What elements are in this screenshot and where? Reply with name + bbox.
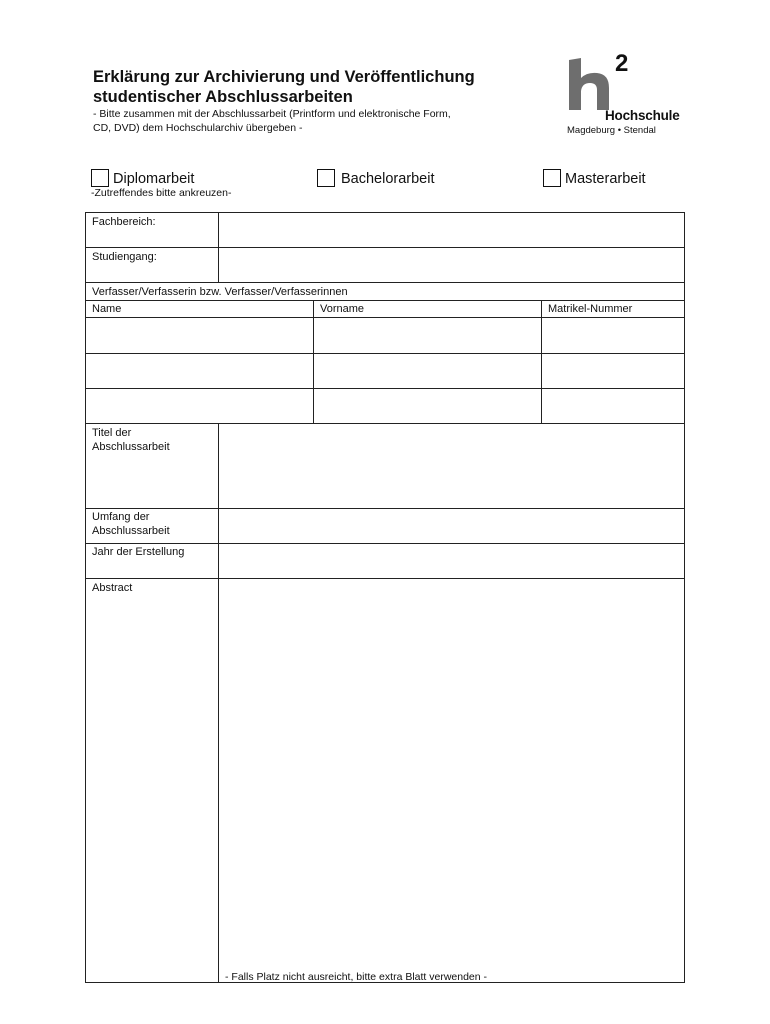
label-masterarbeit: Masterarbeit xyxy=(565,171,646,187)
label-bachelorarbeit: Bachelorarbeit xyxy=(341,171,435,187)
umfang-field[interactable] xyxy=(219,509,684,543)
subtitle-line-2: CD, DVD) dem Hochschularchiv übergeben - xyxy=(93,122,303,134)
titel-label-line-1: Titel der xyxy=(92,427,132,439)
option-diplomarbeit[interactable] xyxy=(91,165,194,187)
umfang-label xyxy=(86,509,218,538)
row-authors-header xyxy=(86,283,684,301)
vorname-field[interactable] xyxy=(314,318,542,353)
overflow-footnote: - Falls Platz nicht ausreicht, bitte extra Blatt verwenden - xyxy=(225,971,488,983)
row-titel xyxy=(86,424,684,509)
fachbereich-label-cell xyxy=(86,213,219,247)
table-row xyxy=(86,354,684,389)
row-studiengang xyxy=(86,248,684,283)
matrikel-field[interactable] xyxy=(542,389,684,423)
matrikel-field[interactable] xyxy=(542,318,684,353)
hochschule-logo xyxy=(565,50,680,140)
h-letter-icon xyxy=(565,52,645,112)
column-header-matrikel: Matrikel-Nummer xyxy=(548,303,633,315)
logo-name: Hochschule xyxy=(605,108,680,123)
name-field[interactable] xyxy=(86,389,314,423)
jahr-label: Jahr der Erstellung xyxy=(92,546,185,558)
table-row xyxy=(86,389,684,424)
fachbereich-label: Fachbereich: xyxy=(92,216,156,228)
vorname-field[interactable] xyxy=(314,389,542,423)
abstract-label-cell xyxy=(86,579,219,982)
logo-subline: Magdeburg • Stendal xyxy=(567,125,656,136)
checkbox-bachelorarbeit[interactable] xyxy=(317,169,335,187)
column-header-matrikel-cell xyxy=(542,301,684,317)
page-subtitle xyxy=(93,107,513,135)
title-line-1: Erklärung zur Archivierung und Veröffentlichung xyxy=(93,68,475,86)
matrikel-field[interactable] xyxy=(542,354,684,388)
abstract-label: Abstract xyxy=(92,582,133,594)
column-header-vorname: Vorname xyxy=(320,303,365,315)
table-row xyxy=(86,318,684,354)
studiengang-label-cell xyxy=(86,248,219,282)
row-abstract xyxy=(86,579,684,982)
fachbereich-field[interactable] xyxy=(219,213,684,247)
titel-label-line-2: Abschlussarbeit xyxy=(92,441,170,453)
name-field[interactable] xyxy=(86,318,314,353)
column-header-name: Name xyxy=(92,303,122,315)
column-header-vorname-cell xyxy=(314,301,542,317)
logo-superscript: 2 xyxy=(615,50,629,77)
option-bachelorarbeit[interactable] xyxy=(317,165,435,187)
jahr-label-cell xyxy=(86,544,219,578)
checkbox-hint: -Zutreffendes bitte ankreuzen- xyxy=(91,187,232,199)
umfang-label-line-2: Abschlussarbeit xyxy=(92,525,170,537)
page-title xyxy=(93,67,543,107)
abstract-field[interactable] xyxy=(219,579,684,982)
vorname-field[interactable] xyxy=(314,354,542,388)
studiengang-field[interactable] xyxy=(219,248,684,282)
studiengang-label: Studiengang: xyxy=(92,251,157,263)
titel-field[interactable] xyxy=(219,424,684,508)
row-fachbereich xyxy=(86,213,684,248)
row-column-headers xyxy=(86,301,684,318)
label-diplomarbeit: Diplomarbeit xyxy=(113,171,195,187)
column-header-name-cell xyxy=(86,301,314,317)
jahr-field[interactable] xyxy=(219,544,684,578)
umfang-label-cell xyxy=(86,509,219,543)
thesis-form xyxy=(85,212,685,983)
row-umfang xyxy=(86,509,684,544)
checkbox-masterarbeit[interactable] xyxy=(543,169,561,187)
name-field[interactable] xyxy=(86,354,314,388)
option-masterarbeit[interactable] xyxy=(543,165,646,187)
row-jahr xyxy=(86,544,684,579)
title-line-2: studentischer Abschlussarbeiten xyxy=(93,88,353,106)
subtitle-line-1: - Bitte zusammen mit der Abschlussarbeit (Printform und elektronische Form, xyxy=(93,108,451,120)
umfang-label-line-1: Umfang der xyxy=(92,511,150,523)
checkbox-diplomarbeit[interactable] xyxy=(91,169,109,187)
titel-label xyxy=(86,424,218,454)
titel-label-cell xyxy=(86,424,219,508)
authors-header: Verfasser/Verfasserin bzw. Verfasser/Verfasserinnen xyxy=(92,286,348,298)
